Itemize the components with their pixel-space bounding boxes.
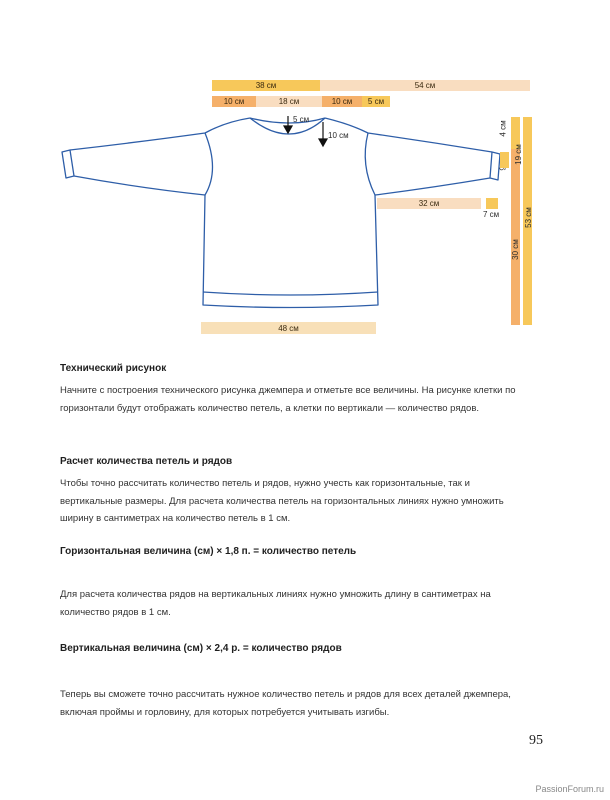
page-number: 95: [529, 733, 543, 748]
label-19: 19 см: [513, 144, 523, 165]
cuff-width-label: 7 см: [483, 210, 500, 219]
calc-paragraph: Чтобы точно рассчитать количество петель и рядов, нужно учесть как горизонтальные, так и вертикальные размеры. Для расчета количества петель на горизонтальных линиях нужно умножить ширину в сантиметрах на количество петель в 1 см.: [60, 478, 504, 524]
measure-bar-18: 18 см: [256, 96, 322, 107]
measure-bar-32: 32 см: [377, 198, 481, 209]
calc-heading: Расчет количества петель и рядов: [60, 456, 233, 467]
tech-heading: Технический рисунок: [60, 363, 167, 374]
measure-bar-5: 5 см: [362, 96, 390, 107]
measure-bar-7: [486, 198, 498, 209]
measure-bar-38: 38 см: [212, 80, 320, 91]
measure-bar-19: [500, 152, 509, 168]
measure-bar-54: 54 см: [320, 80, 530, 91]
formula-vertical: Вертикальная величина (см) × 2,4 р. = количество рядов: [60, 643, 342, 654]
formula-horizontal: Горизонтальная величина (см) × 1,8 п. = количество петель: [60, 546, 357, 557]
label-30: 30 см: [510, 239, 520, 260]
neck-drop-back-label: 10 см: [328, 131, 349, 140]
measure-bar-10b: 10 см: [322, 96, 362, 107]
rows-paragraph: Для расчета количества рядов на вертикальных линиях нужно умножить длину в сантиметрах на количество рядов в 1 см.: [60, 589, 491, 618]
final-paragraph: Теперь вы сможете точно рассчитать нужное количество петель и рядов для всех деталей джемпера, включая проймы и горловину, для которых потребуется учитывать изгибы.: [60, 689, 511, 718]
watermark: PassionForum.ru: [535, 784, 604, 794]
measure-bar-10a: 10 см: [212, 96, 256, 107]
label-53: 53 см: [523, 207, 533, 228]
tech-paragraph: Начните с построения технического рисунка джемпера и отметьте все величины. На рисунке клетки по горизонтали будут отображать количество петель, а клетки по вертикали — количество рядов.: [60, 385, 516, 414]
label-4: 4 см: [498, 120, 508, 137]
neck-drop-front-label: 5 см: [293, 115, 310, 124]
measure-bar-48: 48 см: [201, 322, 376, 334]
